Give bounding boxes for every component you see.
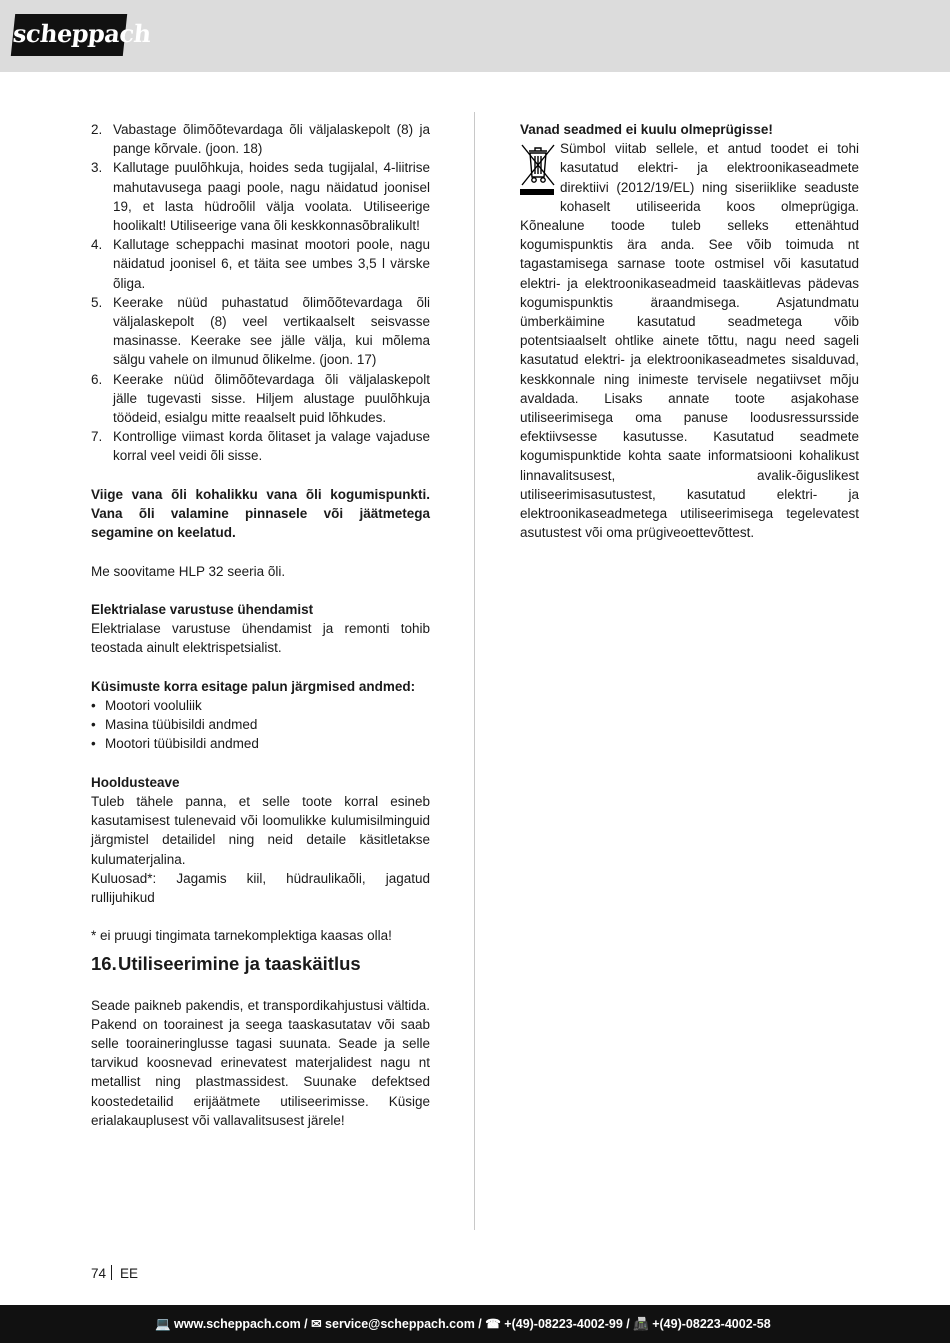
step-number: 5. — [91, 294, 103, 310]
step-item — [91, 120, 430, 158]
step-item — [91, 427, 430, 465]
list-item: • Masina tüübisildi andmed — [91, 717, 258, 733]
step-item — [91, 293, 430, 370]
weee-block — [520, 139, 859, 542]
step-item — [91, 158, 430, 235]
step-text: Keerake nüüd puhastatud õlimõõtevardaga õli väljalaskepolt (8) veel vertikaalselt seisvasse masinasse. Keerake see jälle välja, kui mõlema sälgu vahele on ilmunud õlikelme. (joon. 17) — [113, 294, 430, 368]
page-footer — [91, 1265, 138, 1283]
step-number: 7. — [91, 429, 103, 445]
step-text: Kallutage scheppachi masinat mootori poole, nagu näidatud joonisel 6, et täita see umbes 3,5 l värske õliga. — [113, 237, 430, 291]
footnote: * ei pruugi tingimata tarnekomplektiga kaasas olla! — [91, 928, 392, 944]
step-number: 6. — [91, 371, 103, 387]
electrical-heading: Elektrialase varustuse ühendamist — [91, 602, 314, 618]
step-text: Keerake nüüd õlimõõtevardaga õli väljalaskepolt jälle tugevasti sisse. Hiljem alustage puulõhkuja töödeid, esialgu mitte reaalselt puid lõhkudes. — [113, 371, 430, 426]
contact-bar — [0, 1305, 950, 1343]
step-item — [91, 235, 430, 293]
oil-recommendation: Me soovitame HLP 32 seeria õli. — [91, 563, 286, 579]
right-column — [520, 120, 859, 542]
questions-heading: Küsimuste korra esitage palun järgmised andmed: — [91, 678, 416, 694]
step-text: Kallutage puulõhkuja, hoides seda tugijalal, 4-liitrise mahutavusega paagi poole, nagu näidatud joonisel 19, et lasta hüdroõlil välja voolata. Utiliseerige hoolikalt! Utiliseerige vana õli keskkonnasõbralikult! — [113, 160, 430, 234]
step-number: 2. — [91, 122, 103, 137]
oil-change-steps — [91, 120, 430, 466]
section-title — [91, 952, 430, 976]
service-heading: Hooldusteave — [91, 774, 180, 790]
page-number: 74 — [91, 1266, 107, 1281]
step-text: Kontrollige viimast korda õlitaset ja valage vajaduse korral veel veidi õli sisse. — [113, 429, 430, 464]
scheppach-logo: scheppach — [11, 14, 127, 56]
step-number: 3. — [91, 160, 103, 176]
wear-parts: Kuluosad*: Jagamis kiil, hüdraulikaõli, jagatud rullijuhikud — [91, 870, 430, 906]
step-number: 4. — [91, 237, 103, 253]
section-number: 16. — [91, 952, 117, 974]
questions-list — [91, 696, 430, 754]
list-item: • Mootori vooluliik — [91, 698, 202, 714]
disposal-text: Seade paikneb pakendis, et transpordikahjustusi vältida. Pakend on toorainest ja seega taaskasutatav või saab selle tooraineringlusse tagasi suunata. Seade ja selle tarvikud koosnevad erinevatest materjalidest nagu nt metallist ning plastmassidest. Suunake defektsed koostedetailid erijäätmete utiliseerimisse. Küsige erialakauplusest või vallavalitsusest järele! — [91, 997, 430, 1128]
header-band — [0, 0, 950, 72]
oil-disposal-warning: Viige vana õli kohalikku vana õli kogumispunkti. Vana õli valamine pinnasele või jäätmetega segamine on keelatud. — [91, 486, 430, 541]
contact-info: 💻 www.scheppach.com / ✉ service@scheppach.com / ☎ +(49)-08223-4002-99 / 📠 +(49)-08223-4002-58 — [155, 1317, 771, 1331]
electrical-text: Elektrialase varustuse ühendamist ja remonti tohib teostada ainult elektrispetsialist. — [91, 621, 430, 656]
weee-heading: Vanad seadmed ei kuulu olmeprügisse! — [520, 122, 773, 137]
section-title-text: Utiliseerimine ja taaskäitlus — [118, 952, 361, 974]
list-item: • Mootori tüübisildi andmed — [91, 736, 259, 752]
step-item — [91, 370, 430, 428]
crossed-out-wheelie-bin-icon — [520, 141, 556, 199]
column-divider — [474, 112, 475, 1230]
service-text: Tuleb tähele panna, et selle toote korral esineb kasutamisest tulenevaid või loomulikke kulumisilminguid järgmistel detailidel ning neid detaile käsitletakse kulumaterjalina. — [91, 794, 430, 867]
step-text: Vabastage õlimõõtevardaga õli väljalaskepolt (8) ja pange kõrvale. (joon. 18) — [113, 122, 430, 157]
left-column — [91, 120, 430, 1130]
language-code: EE — [120, 1266, 139, 1281]
weee-text: Sümbol viitab sellele, et antud toodet ei tohi kasutatud elektri- ja elektroonikaseadmete direktiivi (2012/19/EL) ning siseriiklike seaduste kohaselt utiliseerida koos olmeprügiga. Kõnealune toode tuleb selleks ettenähtud kogumispunktis ära anda. See võib toimuda nt tagastamisega sarnase toote ostmisel või kasutatud elektri- ja elektroonikaseadmeid taaskäitlevas pädevas kogumispunktis äraandmisega. Asjatundmatu ümberkäimine kasutatud seadmetega võib potentsiaalselt ohtlike ainete tõttu, nagu need sageli kasutatud elektri- ja elektroonikaseadmetes sisalduvad, keskkonnale ning inimeste tervisele negatiivset mõju avaldada. Lisaks annate toote asjakohase utiliseerimisega oma panuse loodusressursside efektiivsesse kasutusse. Kasutatud seadmete kogumispunktide kohta saate informatsiooni kohalikust linnavalitsusest, avalik-õiguslikest utiliseerimisasutustest, kasutatud elektri- ja elektroonikaseadmetega utiliseerimisega tegelevatest asutustest või oma prügiveoettevõttest. — [520, 141, 859, 541]
